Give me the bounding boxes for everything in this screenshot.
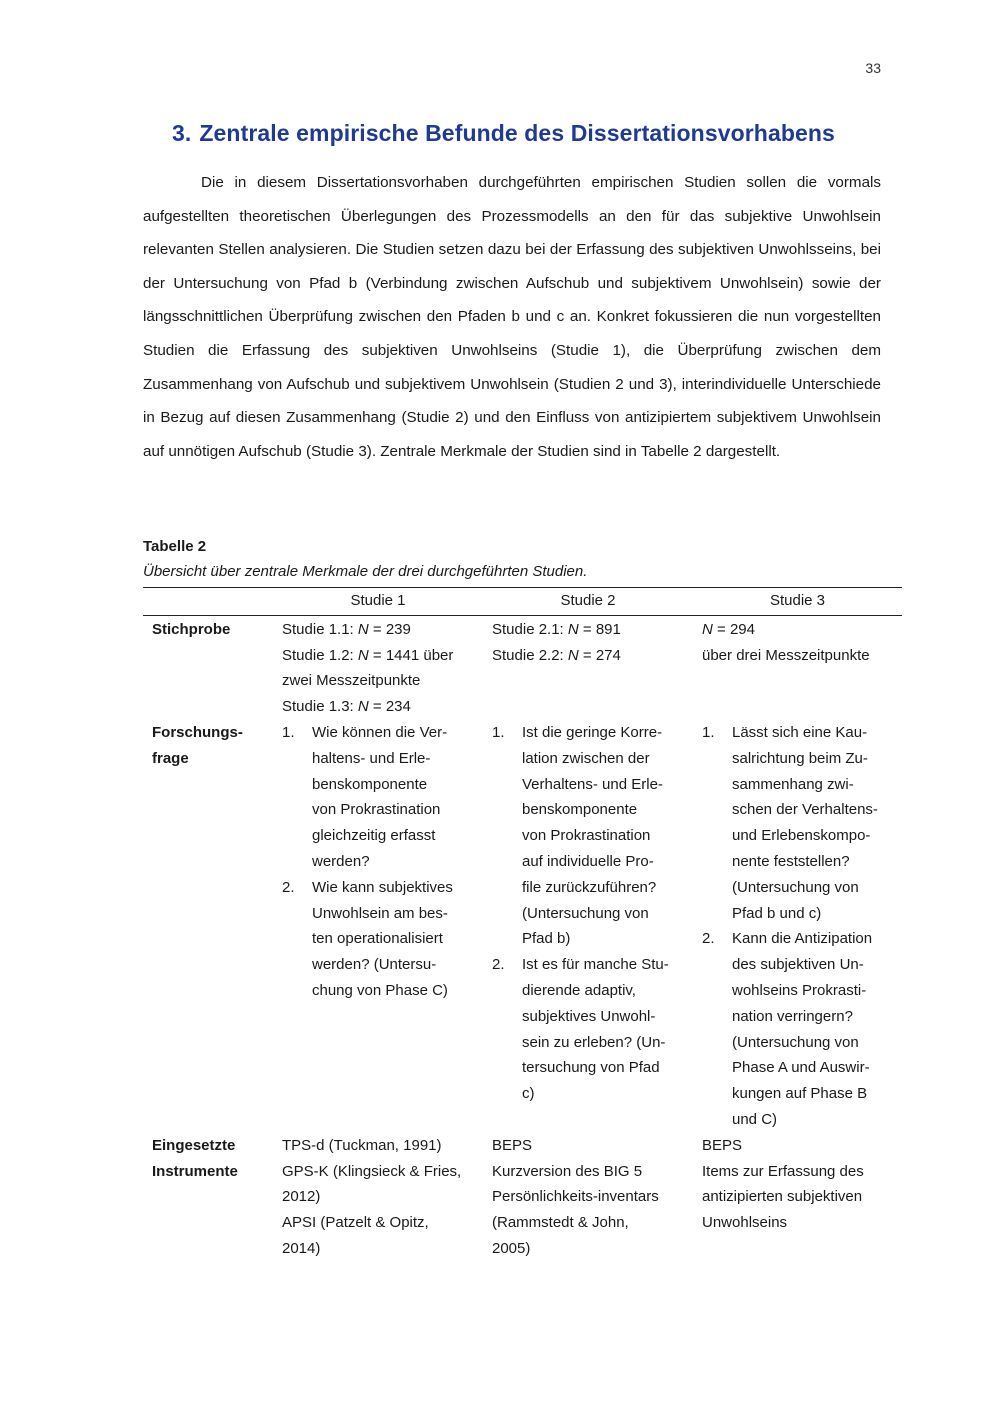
question-line: ten operationalisiert [312, 930, 443, 948]
question-line: chung von Phase C) [312, 981, 448, 999]
rowhead-stichprobe: Stichprobe [152, 620, 231, 638]
header-empty [143, 588, 273, 616]
forschungsfrage-studie-3 [693, 720, 902, 1133]
stichprobe-studie-1: Studie 1.1: N = 239 Studie 1.2: N = 1441 über zwei Messzeitpunkte Studie 1.3: N = 234 [282, 620, 454, 716]
row-instrumente [143, 1133, 902, 1262]
stichprobe-studie-2: Studie 2.1: N = 891 Studie 2.2: N = 274 [492, 620, 621, 664]
question-item [702, 720, 898, 926]
question-line: werden? (Untersu- [312, 956, 437, 974]
question-line: dierende adaptiv, [522, 981, 636, 999]
row-stichprobe [143, 615, 902, 720]
instrumente-studie-3 [693, 1133, 902, 1262]
instrument-line: BEPS [492, 1136, 533, 1154]
question-number: 1. [702, 723, 715, 741]
question-number: 2. [282, 878, 295, 896]
question-line: werden? [312, 852, 370, 870]
instrumente-studie-2 [483, 1133, 693, 1262]
forschungsfrage-studie-2 [483, 720, 693, 1133]
rowhead-instrumente: Eingesetzte Instrumente [152, 1136, 238, 1180]
question-line: des subjektiven Un- [732, 956, 864, 974]
instrumente-studie-1 [273, 1133, 483, 1262]
question-line: sammenhang zwi- [732, 775, 854, 793]
question-line: Phase A und Auswir- [732, 1059, 870, 1077]
study-table [143, 587, 902, 1262]
question-line: Kann die Antizipation [732, 930, 873, 948]
question-line: (Untersuchung von [522, 904, 649, 922]
instrument-line: Items zur Erfassung des [702, 1162, 864, 1180]
question-line: Ist es für manche Stu- [522, 956, 669, 974]
question-line: benskomponente [312, 775, 428, 793]
row-forschungsfrage [143, 720, 902, 1133]
header-studie-2: Studie 2 [483, 588, 693, 616]
question-number: 2. [492, 956, 505, 974]
section-heading [172, 120, 835, 147]
question-line: schen der Verhaltens- [732, 801, 878, 819]
question-line: und Erlebenskompo- [732, 827, 871, 845]
question-line: Wie kann subjektives [312, 878, 453, 896]
instrument-line: APSI (Patzelt & Opitz, [282, 1214, 429, 1232]
instrument-line: (Rammstedt & John, [492, 1214, 629, 1232]
instrument-line: 2005) [492, 1239, 531, 1257]
instrument-line: TPS-d (Tuckman, 1991) [282, 1136, 442, 1154]
paragraph-text: Die in diesem Dissertationsvorhaben durchgeführten empirischen Studien sollen die vormals aufgestellten theoretischen Überlegungen des Prozessmodells an den für das subjektive Unwohlsein relevanten Stellen analysieren. Die Studien setzen dazu bei der Erfassung des subjektiven Unwohlsseins, bei der Untersuchung von Pfad b (Verbindung zwischen Aufschub und subjektivem Unwohlsein) sowie der längsschnittlichen Überprüfung zwischen den Pfaden b und c an. Konkret fokussieren die nun vorgestellten Studien die Erfassung des subjektiven Unwohlseins (Studie 1), die Überprüfung zwischen dem Zusammenhang von Aufschub und subjektivem Unwohlsein (Studien 2 und 3), interindividuelle Unterschiede in Bezug auf diesen Zusammenhang (Studie 2) und den Einfluss von antizipiertem subjektivem Unwohlsein auf unnötigen Aufschub (Studie 3). Zentrale Merkmale der Studien sind in Tabelle 2 dargestellt. [143, 174, 881, 460]
question-line: benskomponente [522, 801, 638, 819]
question-line: sein zu erleben? (Un- [522, 1033, 666, 1051]
rowhead-forschungsfrage: Forschungs- frage [152, 723, 243, 767]
question-item [282, 720, 479, 875]
question-line: tersuchung von Pfad [522, 1059, 660, 1077]
instrument-line: BEPS [702, 1136, 743, 1154]
question-line: Lässt sich eine Kau- [732, 723, 868, 741]
question-line: haltens- und Erle- [312, 749, 431, 767]
question-line: auf individuelle Pro- [522, 852, 654, 870]
question-line: Ist die geringe Korre- [522, 723, 663, 741]
page-number: 33 [865, 60, 881, 76]
section-title: Zentrale empirische Befunde des Dissertationsvorhabens [199, 120, 835, 146]
instrument-line: Persönlichkeits-inventars [492, 1188, 659, 1206]
intro-paragraph [143, 166, 881, 468]
section-number: 3. [172, 120, 192, 146]
question-line: von Prokrastination [522, 827, 651, 845]
question-line: Pfad b und c) [732, 904, 822, 922]
instrument-line: 2012) [282, 1188, 321, 1206]
question-line: c) [522, 1085, 535, 1103]
question-line: file zurückzuführen? [522, 878, 657, 896]
question-line: Pfad b) [522, 930, 571, 948]
question-line: (Untersuchung von [732, 878, 859, 896]
question-number: 2. [702, 930, 715, 948]
question-number: 1. [282, 723, 295, 741]
question-item [492, 952, 689, 1107]
question-line: Unwohlsein am bes- [312, 904, 448, 922]
instrument-line: antizipierten subjektiven [702, 1188, 863, 1206]
question-line: kungen auf Phase B [732, 1085, 868, 1103]
question-item [702, 926, 898, 1132]
question-line: und C) [732, 1110, 778, 1128]
table-label: Tabelle 2 [143, 538, 207, 555]
header-studie-3: Studie 3 [693, 588, 902, 616]
stichprobe-studie-3: N = 294 über drei Messzeitpunkte [702, 620, 870, 664]
instrument-line: GPS-K (Klingsieck & Fries, [282, 1162, 462, 1180]
question-line: von Prokrastination [312, 801, 441, 819]
question-number: 1. [492, 723, 505, 741]
instrument-line: Unwohlseins [702, 1214, 788, 1232]
question-line: gleichzeitig erfasst [312, 827, 436, 845]
instrument-line: 2014) [282, 1239, 321, 1257]
question-line: lation zwischen der [522, 749, 650, 767]
question-line: nente feststellen? [732, 852, 850, 870]
table-header-row [143, 588, 902, 616]
question-line: salrichtung beim Zu- [732, 749, 868, 767]
question-item [492, 720, 689, 952]
question-line: (Untersuchung von [732, 1033, 859, 1051]
forschungsfrage-studie-1 [273, 720, 483, 1133]
question-line: subjektives Unwohl- [522, 1007, 656, 1025]
question-line: Wie können die Ver- [312, 723, 448, 741]
question-line: wohlseins Prokrasti- [732, 981, 867, 999]
table-caption: Übersicht über zentrale Merkmale der drei durchgeführten Studien. [143, 563, 588, 580]
question-line: nation verringern? [732, 1007, 853, 1025]
question-item [282, 875, 479, 1004]
instrument-line: Kurzversion des BIG 5 [492, 1162, 643, 1180]
question-line: Verhaltens- und Erle- [522, 775, 663, 793]
header-studie-1: Studie 1 [273, 588, 483, 616]
